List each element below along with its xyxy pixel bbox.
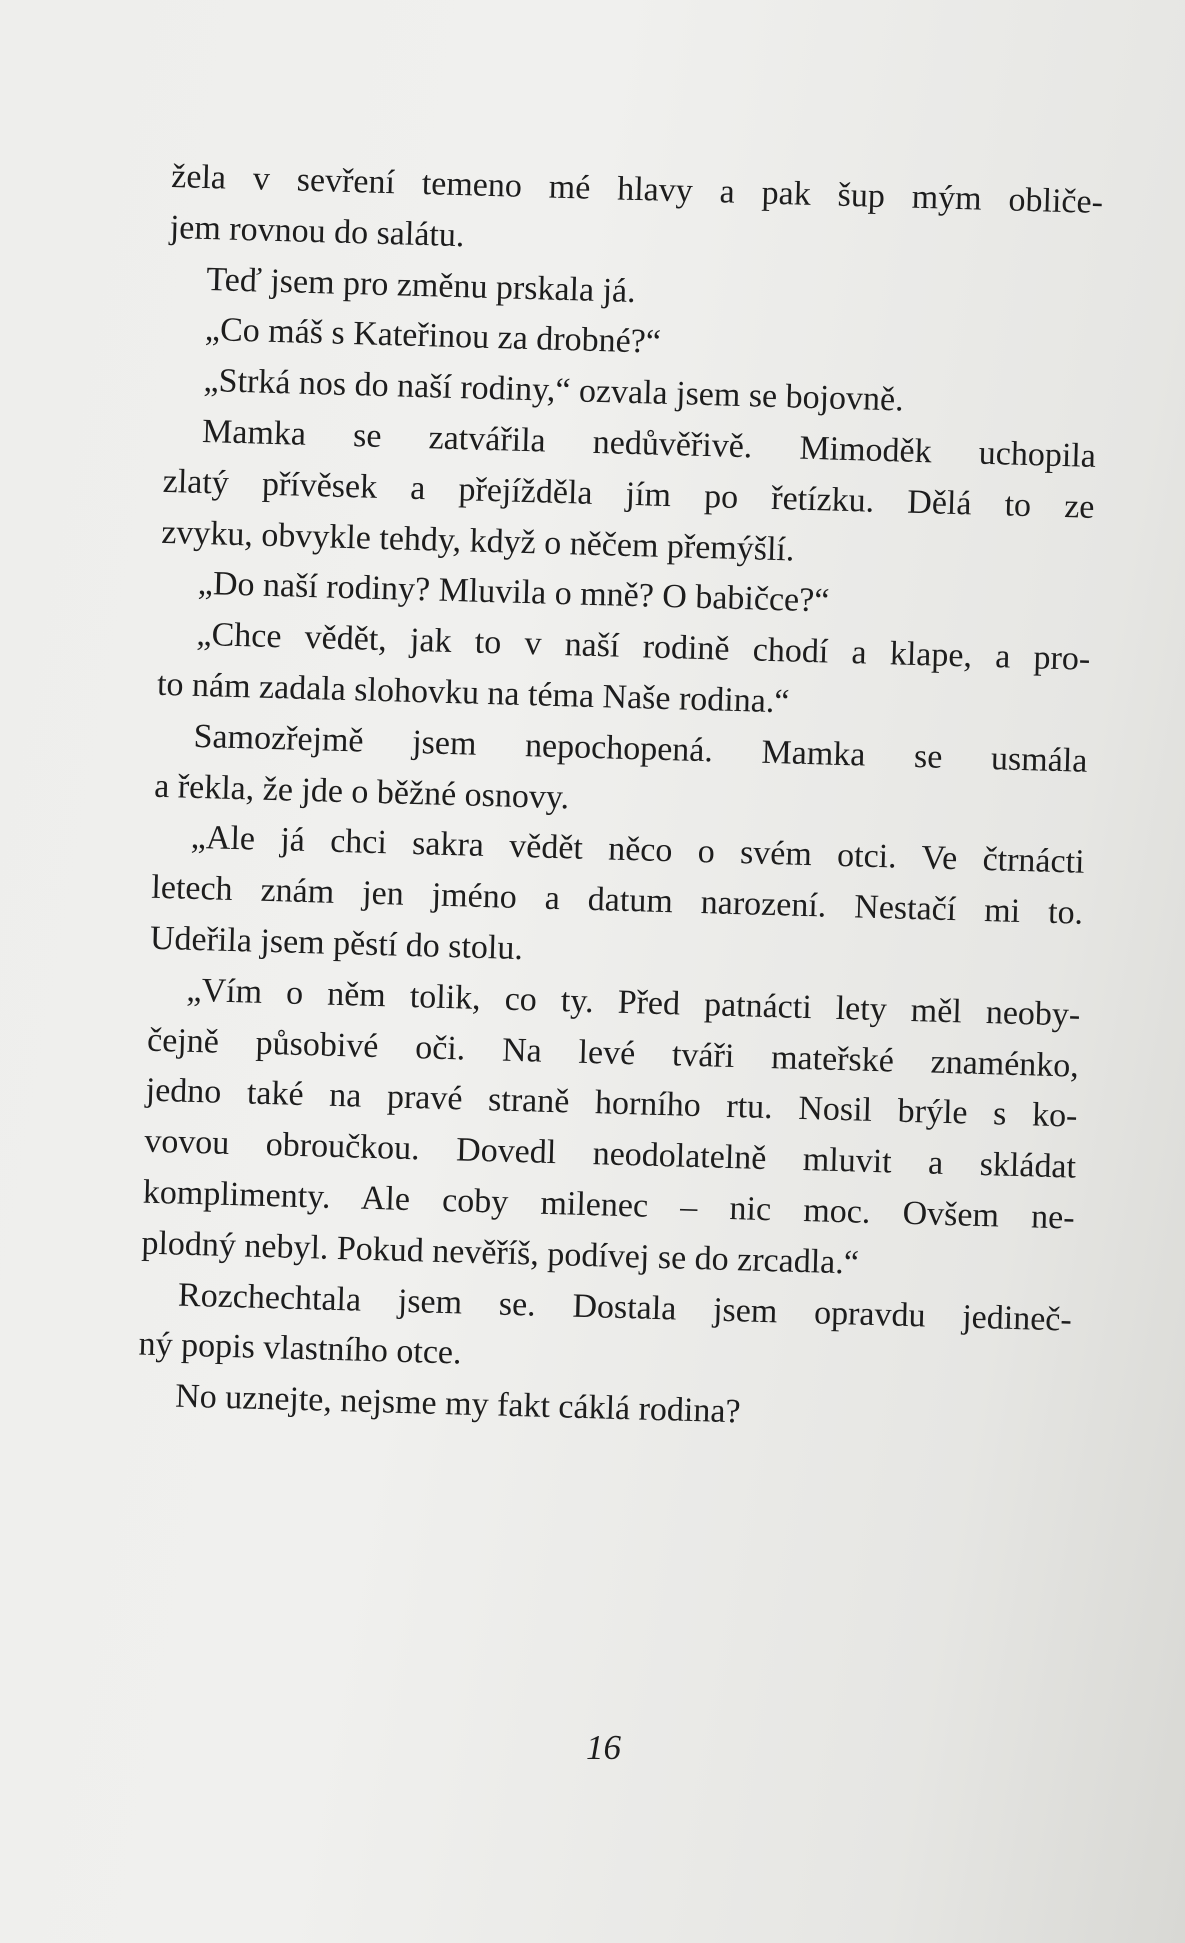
text-line: žela v sevření temeno mé hlavy a pak šup mým obliče- (170, 157, 1104, 222)
text-line: „Chce vědět, jak to v naší rodině chodí a klape, a pro- (196, 616, 1091, 678)
text-line: a řekla, že jde o běžné osnovy. (153, 767, 570, 816)
text-line: zlatý přívěsek a přejížděla jím po řetízku. Dělá to ze (162, 462, 1095, 526)
text-line: „Ale já chci sakra vědět něco o svém otci. Ve čtrnácti (190, 819, 1086, 882)
text-line: Samozřejmě jsem nepochopená. Mamka se usmála (193, 717, 1088, 780)
text-line: Rozchechtala jsem se. Dostala jsem opravdu jedineč- (177, 1276, 1073, 1339)
text-line: ný popis vlastního otce. (138, 1325, 463, 1372)
text-line: „Vím o něm tolik, co ty. Před patnácti lety měl neoby- (186, 971, 1081, 1034)
text-line: Teď jsem pro změnu prskala já. (205, 260, 637, 310)
text-line: „Co máš s Kateřinou za drobné?“ (204, 311, 662, 362)
text-line: Udeřila jsem pěstí do stolu. (149, 919, 524, 968)
text-line: „Strká nos do naší rodiny,“ ozvala jsem se bojovně. (203, 362, 905, 419)
text-line: zvyku, obvykle tehdy, když o něčem přemýšlí. (160, 513, 795, 569)
text-line: jem rovnou do salátu. (169, 208, 465, 254)
page-number: 16 (586, 1728, 621, 1767)
text-line: čejně působivé oči. Na levé tváři mateřské znaménko, (146, 1021, 1080, 1085)
text-line: to nám zadala slohovku na téma Naše rodina.“ (156, 665, 790, 721)
text-line: letech znám jen jméno a datum narození. Nestačí mi to. (150, 868, 1084, 932)
text-line: No uznejte, nejsme my fakt cáklá rodina? (174, 1377, 742, 1431)
text-line: komplimenty. Ale coby milenec – nic moc. Ovšem ne- (142, 1173, 1076, 1237)
text-line: Mamka se zatvářila nedůvěřivě. Mimoděk uchopila (201, 412, 1097, 475)
text-line: vovou obroučkou. Dovedl neodolatelně mluvit a skládat (143, 1122, 1077, 1186)
text-line: jedno také na pravé straně horního rtu. Nosil brýle s ko- (145, 1071, 1078, 1135)
text-line: plodný nebyl. Pokud nevěříš, podívej se do zrcadla.“ (141, 1224, 860, 1282)
body-text (137, 152, 1104, 1447)
text-line: „Do naší rodiny? Mluvila o mně? O babičce?“ (197, 565, 830, 620)
